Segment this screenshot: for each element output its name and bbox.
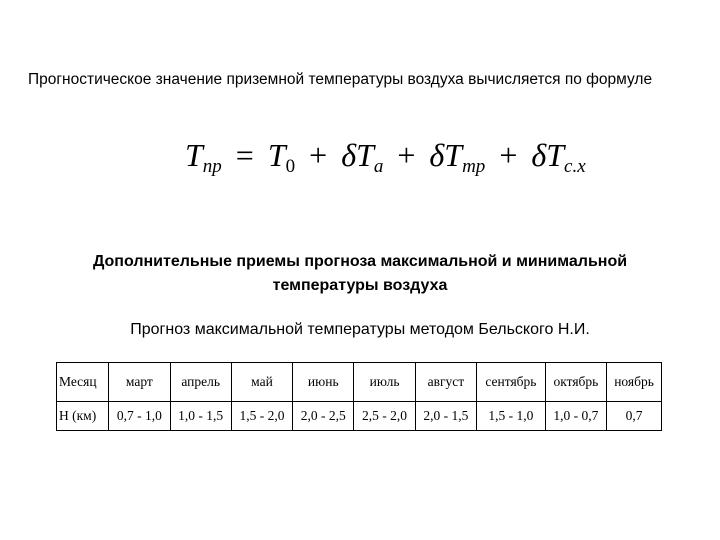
table-cell: 1,0 - 1,5 xyxy=(170,402,231,431)
formula-plus-1: + xyxy=(309,137,328,173)
table-header-cell: август xyxy=(415,363,476,402)
table-header-cell: май xyxy=(231,363,292,402)
section-heading: Дополнительные приемы прогноза максимальной и минимальной температуры воздуха xyxy=(92,253,628,294)
formula-lhs-sub: пр xyxy=(202,156,222,177)
formula-term1: δT xyxy=(341,137,374,173)
bielsky-table xyxy=(56,362,662,431)
table-header-cell: апрель xyxy=(170,363,231,402)
formula-t0: T xyxy=(267,137,286,173)
table-header-cell: сентябрь xyxy=(477,363,546,402)
formula-equals: = xyxy=(235,137,254,173)
formula-lhs: T xyxy=(185,137,203,173)
table-header-cell: март xyxy=(109,363,170,402)
table-cell: 0,7 xyxy=(607,402,662,431)
table-cell: 1,5 - 1,0 xyxy=(477,402,546,431)
table-title: Прогноз максимальной температуры методом Бельского Н.И. xyxy=(130,321,590,338)
formula-plus-2: + xyxy=(397,137,416,173)
formula-term3: δT xyxy=(531,137,565,173)
formula-plus-3: + xyxy=(499,137,518,173)
formula-t0-sub: 0 xyxy=(285,156,296,177)
table-cell: 2,0 - 2,5 xyxy=(293,402,354,431)
table-header-cell: Месяц xyxy=(57,363,109,402)
table-cell: Н (км) xyxy=(57,402,109,431)
formula-term3-sub: c.x xyxy=(564,156,586,177)
table-header-cell: июнь xyxy=(293,363,354,402)
table-header-cell: октябрь xyxy=(545,363,606,402)
table-header-cell: ноябрь xyxy=(607,363,662,402)
table-cell: 2,0 - 1,5 xyxy=(415,402,476,431)
intro-text: Прогностическое значение приземной температуры воздуха вычисляется по формуле xyxy=(28,71,653,88)
table-header-row xyxy=(57,363,662,402)
table-row xyxy=(57,402,662,431)
table-header-cell: июль xyxy=(354,363,415,402)
formula-term2-sub: mp xyxy=(462,156,486,177)
formula-term1-sub: a xyxy=(373,156,384,177)
table-cell: 2,5 - 2,0 xyxy=(354,402,415,431)
table-cell: 1,0 - 0,7 xyxy=(545,402,606,431)
table-cell: 1,5 - 2,0 xyxy=(231,402,292,431)
table-cell: 0,7 - 1,0 xyxy=(109,402,170,431)
formula-term2: δT xyxy=(429,137,463,173)
